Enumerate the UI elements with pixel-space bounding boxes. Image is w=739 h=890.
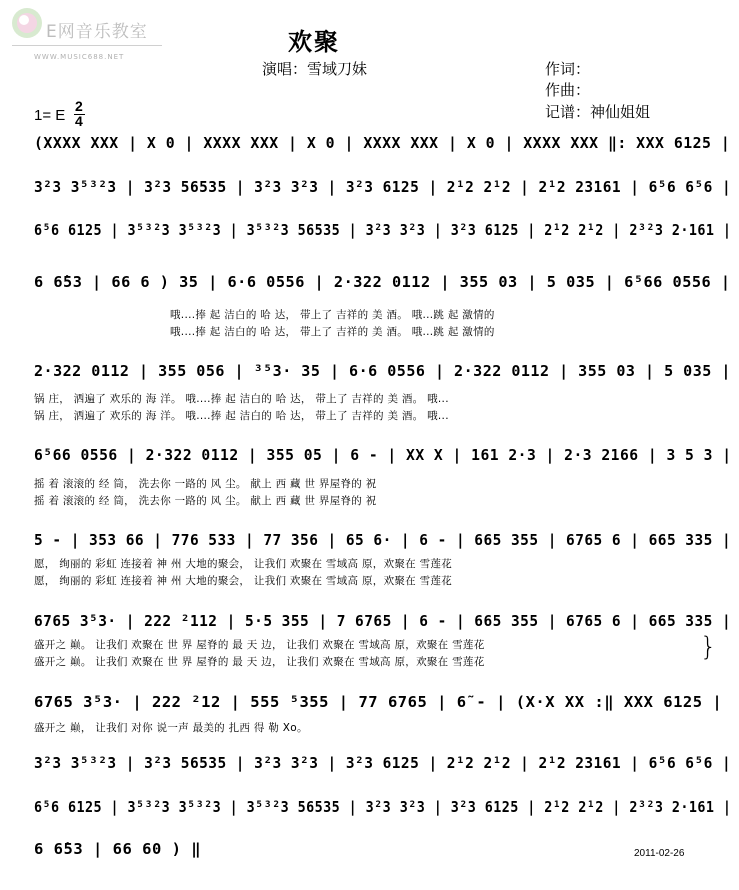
song-title: 欢聚 <box>288 28 340 56</box>
time-signature-top: 2 <box>75 98 83 114</box>
composer-credit: 作曲： <box>545 81 591 99</box>
score-line-11: 6⁵6 6125 | 3⁵³²3 3⁵³²3 | 3⁵³²3 56535 | 3²3 3²3 | 3²3 6125 | 2¹2 2¹2 | 2³²3 2·161 | <box>34 798 732 816</box>
score-line-8: 6765 3⁵3· | 222 ²112 | 5·5 355 | 7 6765 | 6 - | 665 355 | 6765 6 | 665 335 | <box>34 612 732 630</box>
lyric-line-5b: 锅 庄， 洒遍了 欢乐的 海 洋。 哦....捧 起 洁白的 哈 达， 带上了 吉祥的 美 酒。 哦... <box>34 410 449 422</box>
score-line-7: 5 - | 353 66 | 776 533 | 77 356 | 65 6· | 6 - | 665 355 | 6765 6 | 665 335 | <box>34 531 732 549</box>
score-line-10: 3²3 3⁵³²3 | 3²3 56535 | 3²3 3²3 | 3²3 6125 | 2¹2 2¹2 | 2¹2 23161 | 6⁵6 6⁵6 | <box>34 754 732 772</box>
lyric-line-4a: 哦....捧 起 洁白的 哈 达， 带上了 吉祥的 美 酒。 哦...跳 起 激情的 <box>170 309 495 321</box>
lyric-line-7a: 愿， 绚丽的 彩虹 连接着 神 州 大地的聚会， 让我们 欢聚在 雪域高 原，欢聚在 雪莲花 <box>34 558 453 570</box>
lyric-line-9: 盛开之 巅， 让我们 对你 说一声 最美的 扎西 得 勒 Xo。 <box>34 722 308 734</box>
transcriber-credit: 记谱：神仙姐姐 <box>545 103 651 121</box>
score-line-6: 6⁵66 0556 | 2·322 0112 | 355 05 | 6 - | XX X | 161 2·3 | 2·3 2166 | 3 5 3 | <box>34 446 732 464</box>
lyric-line-6a: 摇 着 滚滚的 经 筒， 洗去你 一路的 风 尘。 献上 西 藏 世 界屋脊的 祝 <box>34 478 377 490</box>
lyric-line-8a: 盛开之 巅。 让我们 欢聚在 世 界 屋脊的 最 天 边， 让我们 欢聚在 雪域高 原，欢聚在 雪莲花 <box>34 639 485 651</box>
repeat-brace-icon: } <box>700 632 717 662</box>
score-line-1: (XXXX XXX | X 0 | XXXX XXX | X 0 | XXXX XXX | X 0 | XXXX XXX ‖: XXX 6125 | <box>34 134 731 152</box>
score-line-2: 3²3 3⁵³²3 | 3²3 56535 | 3²3 3²3 | 3²3 6125 | 2¹2 2¹2 | 2¹2 23161 | 6⁵6 6⁵6 | <box>34 178 732 196</box>
transcription-date: 2011-02-26 <box>634 848 685 859</box>
score-line-4: 6 6̇53 | 66 6 ) 35 | 6·6 0556 | 2·322 0112 | 355 03 | 5 035 | 6⁵66 0556 | <box>34 273 731 291</box>
logo-divider <box>12 45 162 46</box>
lyric-line-5a: 锅 庄， 洒遍了 欢乐的 海 洋。 哦....捧 起 洁白的 哈 达， 带上了 吉祥的 美 酒。 哦... <box>34 393 449 405</box>
site-logo-url: WWW.MUSIC688.NET <box>34 53 125 61</box>
lyricist-credit: 作词： <box>545 60 591 78</box>
score-line-3: 6⁵6 6125 | 3⁵³²3 3⁵³²3 | 3⁵³²3 56535 | 3²3 3²3 | 3²3 6125 | 2¹2 2¹2 | 2³²3 2·161 | <box>34 221 732 239</box>
lyric-line-8b: 盛开之 巅。 让我们 欢聚在 世 界 屋脊的 最 天 边， 让我们 欢聚在 雪域高 原，欢聚在 雪莲花 <box>34 656 485 668</box>
score-line-5: 2·322 0112 | 355 056 | ³⁵3· 35 | 6·6 0556 | 2·322 0112 | 355 03 | 5 035 | <box>34 362 731 380</box>
music-logo-icon <box>10 6 44 40</box>
score-line-12: 6 6̇53 | 66 60 ) ‖ <box>34 840 202 858</box>
lyric-line-6b: 摇 着 滚滚的 经 筒， 洗去你 一路的 风 尘。 献上 西 藏 世 界屋脊的 祝 <box>34 495 377 507</box>
score-line-9: 6765 3⁵3· | 222 ²12 | 555 ⁵355 | 77 6765 | 6̃ - | (X·X XX :‖ XXX 6125 | <box>34 693 723 711</box>
site-logo-text: E网音乐教室 <box>46 22 148 42</box>
lyric-line-4b: 哦....捧 起 洁白的 哈 达， 带上了 吉祥的 美 酒。 哦...跳 起 激情的 <box>170 326 495 338</box>
time-signature-bottom: 4 <box>75 113 83 129</box>
key-signature: 1= E <box>34 107 66 124</box>
singer-credit: 演唱：雪域刀妹 <box>262 60 368 78</box>
lyric-line-7b: 愿， 绚丽的 彩虹 连接着 神 州 大地的聚会， 让我们 欢聚在 雪域高 原，欢聚在 雪莲花 <box>34 575 453 587</box>
